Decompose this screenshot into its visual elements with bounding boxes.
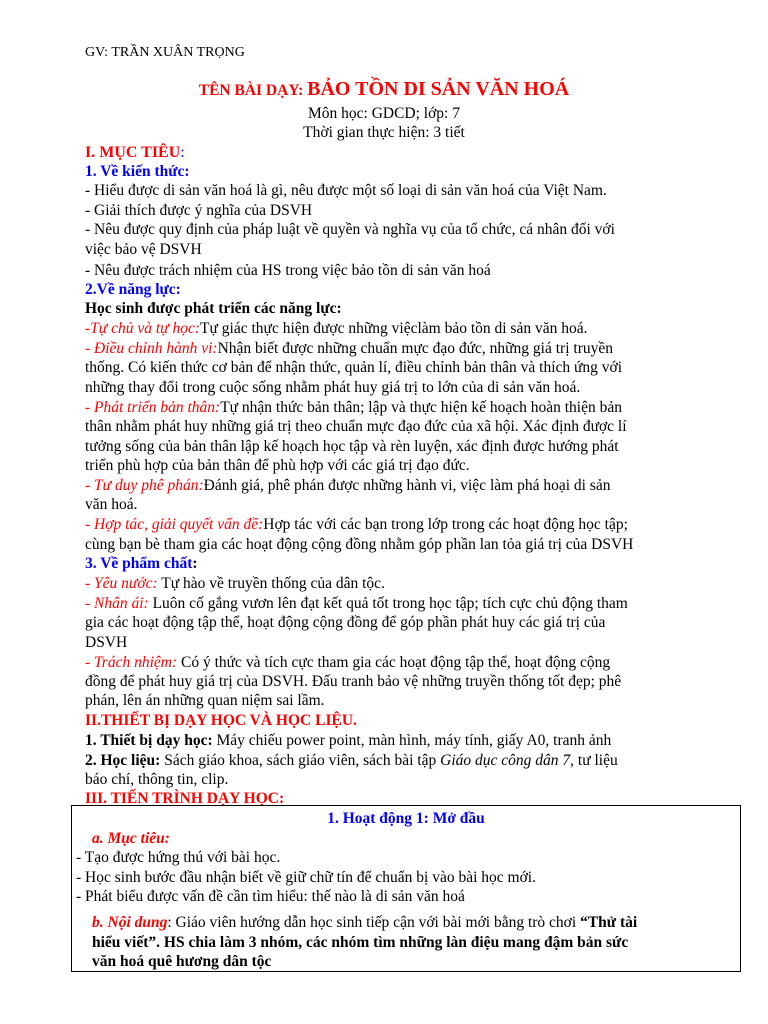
competence-critical-thinking [85, 476, 610, 495]
lesson-title-prefix: TÊN BÀI DẠY: [198, 82, 308, 99]
materials-line [85, 751, 618, 770]
activity-1-objective-item: - Phát biểu được vấn đề cần tìm hiểu: thế nào là di sản văn hoá [76, 888, 465, 905]
equipment-label: 1. Thiết bị dạy học: [85, 732, 213, 749]
activity-1-game-name: “Thử tài [580, 914, 638, 931]
lesson-title [0, 80, 768, 100]
quality-text: Tự hào về truyền thống của dân tộc. [157, 575, 385, 592]
competence-line: cùng bạn bè tham gia các hoạt động cộng đồng nhằm góp phần lan tỏa giá trị của DSVH [85, 536, 634, 553]
competence-text: Nhận biết được những chuẩn mực đạo đức, những giá trị truyền [217, 340, 613, 357]
competence-line: văn hoá. [85, 496, 138, 513]
knowledge-item: - Nêu được trách nhiệm của HS trong việc bảo tồn di sản văn hoá [85, 262, 491, 279]
competence-label: -Tự chủ và tự học: [85, 320, 201, 337]
activity-1-objective-item: - Học sinh bước đầu nhận biết về giữ chữ tín để chuẩn bị vào bài học mới. [76, 869, 536, 886]
lesson-title-main: BẢO TỒN DI SẢN VĂN HOÁ [307, 78, 570, 100]
qualities-heading [85, 554, 198, 573]
quality-text: Luôn cố gắng vươn lên đạt kết quả tốt trong học tập; tích cực chủ động tham [148, 595, 628, 612]
section-1-heading-text: I. MỤC TIÊU [85, 144, 181, 161]
competence-text: Hợp tác với các bạn trong lớp trong các hoạt động học tập; [263, 516, 628, 533]
quality-responsibility [85, 653, 610, 672]
competence-text: Tự nhận thức bản thân; lập và thực hiện kế hoạch hoàn thiện bản [220, 399, 622, 416]
activity-1-content-line: hiểu viết”. HS chia làm 3 nhóm, các nhóm tìm những làn điệu mang đậm bản sức [92, 934, 629, 951]
activity-1-objective-item: - Tạo được hứng thú với bài học. [76, 849, 281, 866]
competence-line: tưởng sống của bản thân lập kế hoạch học tập và rèn luyện, xác định được hướng phát [85, 438, 619, 455]
quality-text: Có ý thức và tích cực tham gia các hoạt động tập thể, hoạt động cộng [177, 654, 611, 671]
materials-text-end: , tư liệu [570, 752, 618, 769]
competence-label: - Tư duy phê phán: [85, 477, 204, 494]
competence-behavior [85, 339, 613, 358]
competence-text: Đánh giá, phê phán được những hành vi, việc làm phá hoại di sản [203, 477, 611, 494]
section-1-heading [85, 143, 185, 162]
section-1-heading-colon: : [180, 144, 185, 161]
materials-label: 2. Học liệu: [85, 752, 161, 769]
competence-cooperation [85, 515, 628, 534]
materials-line-2: báo chí, thông tin, clip. [85, 771, 229, 788]
competence-self-development [85, 398, 622, 417]
competence-heading: 2.Về năng lực: [85, 281, 181, 298]
teacher-name: GV: TRẦN XUÂN TRỌNG [85, 45, 245, 60]
knowledge-item: - Giải thích được ý nghĩa của DSVH [85, 202, 313, 219]
competence-line: thân nhằm phát huy những giá trị theo chuẩn mực đạo đức của xã hội. Xác định được lí [85, 418, 627, 435]
quality-line: DSVH [85, 634, 128, 651]
materials-text: Sách giáo khoa, sách giáo viên, sách bài tập [160, 752, 441, 769]
knowledge-item: - Hiểu được di sản văn hoá là gì, nêu được một số loại di sản văn hoá của Việt Nam. [85, 182, 607, 199]
section-2-heading: II.THIẾT BỊ DẠY HỌC VÀ HỌC LIỆU. [85, 712, 357, 729]
quality-kindness [85, 594, 628, 613]
quality-line: gia các hoạt động tập thể, hoạt động cộng đồng để góp phần phát huy các giá trị của [85, 614, 606, 631]
quality-line: phán, lên án những quan niệm sai lầm. [85, 692, 325, 709]
activity-1-title: 1. Hoạt động 1: Mở đầu [327, 810, 485, 827]
knowledge-item: - Nêu được quy định của pháp luật về quyền và nghĩa vụ của tổ chức, cá nhân đối với [85, 221, 615, 238]
competence-text: Tự giác thực hiện được những việclàm bảo tồn di sản văn hoá. [200, 320, 588, 337]
knowledge-heading: 1. Về kiến thức: [85, 163, 190, 180]
qualities-heading-colon: : [192, 555, 198, 572]
equipment-text: Máy chiếu power point, màn hình, máy tính, giấy A0, tranh ảnh [212, 732, 612, 749]
quality-label: - Nhân ái: [85, 595, 149, 612]
competence-line: thống. Có kiến thức cơ bản để nhận thức, quản lí, điều chỉnh bản thân và thích ứng với [85, 359, 623, 376]
quality-patriotism [85, 574, 385, 593]
competence-label: - Điều chỉnh hành vi: [85, 340, 218, 357]
quality-label: - Trách nhiệm: [85, 654, 178, 671]
competence-line: triển phù hợp của bản thân để phù hợp với các giá trị đạo đức. [85, 457, 470, 474]
quality-label: - Yêu nước: [85, 575, 158, 592]
qualities-heading-text: 3. Về phẩm chất [85, 555, 193, 572]
competence-self-study [85, 319, 587, 338]
duration-line: Thời gian thực hiện: 3 tiết [303, 124, 465, 141]
activity-1-content-line: văn hoá quê hương dân tộc [92, 953, 272, 970]
activity-1-objective-label: a. Mục tiêu: [92, 830, 170, 847]
materials-book-title: Giáo dục công dân 7 [440, 752, 571, 769]
knowledge-item: việc bảo vệ DSVH [85, 241, 202, 258]
activity-1-content [92, 913, 637, 932]
quality-line: đồng để phát huy giá trị của DSVH. Đấu tranh bảo vệ những truyền thống tốt đẹp; phê [85, 673, 622, 690]
activity-1-content-text: : Giáo viên hướng dẫn học sinh tiếp cận với bài mới bằng trò chơi [167, 914, 581, 931]
subject-line: Môn học: GDCD; lớp: 7 [307, 105, 460, 122]
competence-intro: Học sinh được phát triển các năng lực: [85, 300, 342, 317]
activity-1-content-label: b. Nội dung [92, 914, 168, 931]
competence-line: những thay đổi trong cuộc sống nhằm phát huy giá trị to lớn của di sản văn hoá. [85, 379, 581, 396]
competence-label: - Phát triển bản thân: [85, 399, 221, 416]
equipment-line [85, 731, 611, 750]
competence-label: - Hợp tác, giải quyết vấn đề: [85, 516, 264, 533]
section-3-heading: III. TIẾN TRÌNH DẠY HỌC: [85, 790, 285, 807]
